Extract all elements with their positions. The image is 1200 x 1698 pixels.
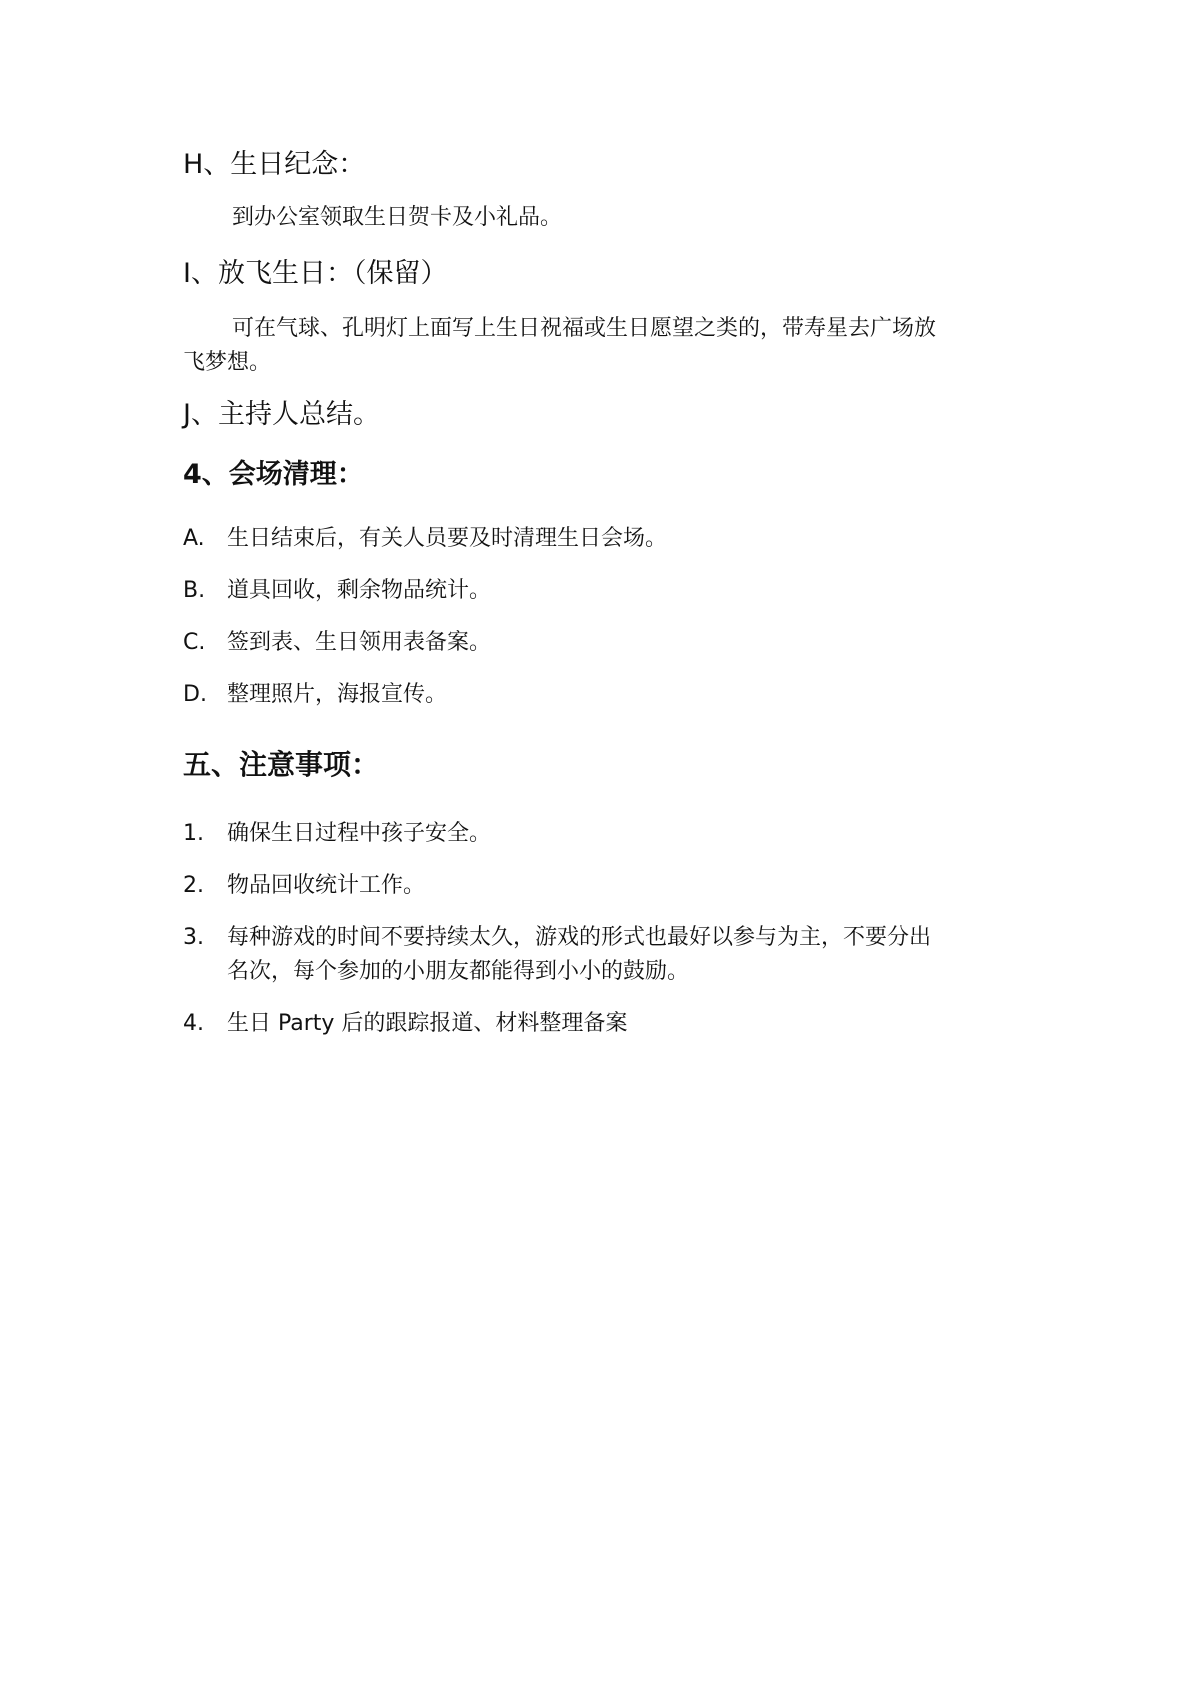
list-item-text: 道具回收，剩余物品统计。 xyxy=(227,578,492,603)
list-item xyxy=(183,678,1013,712)
heading-release-birthday: I、放飞生日：（保留） xyxy=(183,258,448,289)
list-marker: B. xyxy=(183,578,206,603)
list-marker: 3. xyxy=(183,925,204,950)
list-marker: 4. xyxy=(183,1011,204,1036)
list-item-text-line1: 每种游戏的时间不要持续太久，游戏的形式也最好以参与为主，不要分出 xyxy=(227,925,932,950)
list-item xyxy=(183,574,1013,608)
list-marker: D. xyxy=(183,682,207,707)
list-marker: A. xyxy=(183,526,205,551)
list-item xyxy=(183,817,1013,851)
heading-host-summary: J、主持人总结。 xyxy=(183,399,380,430)
list-item-text: 物品回收统计工作。 xyxy=(227,873,426,898)
list-item-text-line2: 名次，每个参加的小朋友都能得到小小的鼓励。 xyxy=(227,959,690,984)
list-item-text xyxy=(227,921,1013,989)
paragraph-release-birthday-line2: 飞梦想。 xyxy=(183,350,272,375)
list-item-text: 整理照片，海报宣传。 xyxy=(227,682,448,707)
paragraph-release-birthday xyxy=(183,312,1023,380)
list-marker: 2. xyxy=(183,873,204,898)
list-item xyxy=(183,626,1013,660)
list-item xyxy=(183,522,1013,556)
list-marker: C. xyxy=(183,630,206,655)
list-item-text: 生日 Party 后的跟踪报道、材料整理备案 xyxy=(227,1011,628,1036)
list-item xyxy=(183,1007,1013,1041)
paragraph-release-birthday-line1: 可在气球、孔明灯上面写上生日祝福或生日愿望之类的，带寿星去广场放 xyxy=(232,316,937,341)
heading-precautions: 五、注意事项： xyxy=(183,748,380,781)
list-item-text: 确保生日过程中孩子安全。 xyxy=(227,821,492,846)
list-item-text: 签到表、生日领用表备案。 xyxy=(227,630,492,655)
list-item-text: 生日结束后，有关人员要及时清理生日会场。 xyxy=(227,526,668,551)
list-item xyxy=(183,921,1013,989)
list-item xyxy=(183,869,1013,903)
heading-birthday-memorial: H、生日纪念： xyxy=(183,149,366,180)
paragraph-birthday-memorial: 到办公室领取生日贺卡及小礼品。 xyxy=(232,205,563,230)
heading-venue-cleanup: 4、会场清理： xyxy=(183,459,364,490)
list-marker: 1. xyxy=(183,821,204,846)
